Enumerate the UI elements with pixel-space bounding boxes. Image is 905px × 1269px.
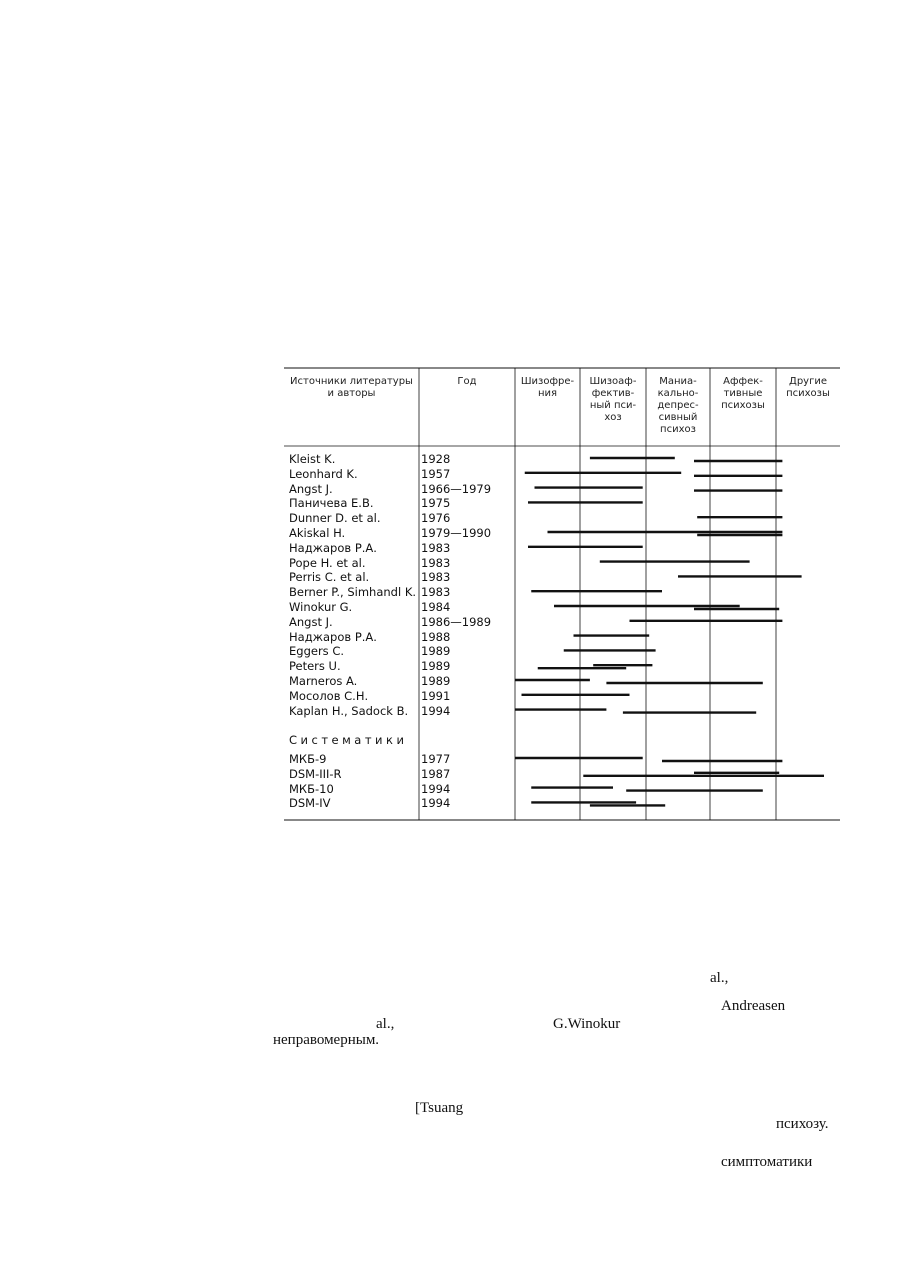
text-fragment-psikhozu: психозу. [776,1116,829,1132]
source-row-year-16: 1991 [421,688,451,703]
systematics-row-year-1: 1987 [421,766,451,781]
text-fragment-al-1: al., [710,970,729,986]
source-row-author-11: Angst J. [289,614,333,629]
systematics-row-author-3: DSM-IV [289,796,331,811]
source-row-year-3: 1975 [421,496,451,511]
source-row-year-10: 1984 [421,600,451,614]
source-row-year-6: 1983 [421,540,451,555]
source-row-author-4: Dunner D. et al. [289,511,381,526]
source-row-author-0: Kleist K. [289,452,336,466]
text-fragment-winokur: G.Winokur [553,1016,621,1032]
source-row-year-9: 1983 [421,585,451,600]
source-row-author-2: Angst J. [289,481,333,496]
source-row-author-1: Leonhard K. [289,466,358,481]
text-fragment-al-2: al., [376,1016,395,1032]
source-row-author-8: Perris C. et al. [289,570,370,585]
header-source: Источники литературы и авторы [290,376,413,399]
source-row-year-2: 1966—1979 [421,481,492,496]
source-row-year-4: 1976 [421,511,451,526]
source-row-year-5: 1979—1990 [421,526,492,540]
header-other: Другие психозы [786,376,830,399]
systematics-row-author-1: DSM-III-R [289,766,342,781]
systematics-row-year-2: 1994 [421,781,451,796]
source-row-year-15: 1989 [421,674,451,688]
source-row-year-11: 1986—1989 [421,614,492,629]
text-fragment-nepravomernym: неправомерным. [273,1032,380,1048]
source-row-author-13: Eggers C. [289,644,345,659]
header-affective: Аффек- тивные психозы [721,376,765,411]
text-fragment-simptomatiki: симптоматики [721,1154,813,1170]
systematics-row-year-0: 1977 [421,752,451,766]
systematics-row-author-2: МКБ-10 [289,781,334,796]
source-row-author-6: Наджаров Р.А. [289,540,377,555]
source-row-author-3: Паничева Е.В. [289,496,374,511]
span-bars [515,458,824,805]
source-row-author-15: Marneros A. [289,674,358,688]
source-row-year-12: 1988 [421,629,451,644]
text-fragment-tsuang: [Tsuang [415,1100,464,1116]
source-row-year-7: 1983 [421,555,451,570]
header-manic-depressive: Маниа- кально- депрес- сивный психоз [657,376,699,435]
source-row-author-7: Pope H. et al. [289,555,366,570]
source-row-year-14: 1989 [421,659,451,674]
source-row-author-9: Berner P., Simhandl K. [289,585,417,600]
source-row-year-17: 1994 [421,703,451,718]
source-row-author-17: Kaplan H., Sadock B. [289,703,409,718]
source-row-year-8: 1983 [421,570,451,585]
header-schizophrenia: Шизофре- ния [520,376,575,399]
header-schizoaffective: Шизоаф- фектив- ный пси- хоз [589,376,637,423]
source-row-author-5: Akiskal H. [289,526,346,540]
source-row-author-14: Peters U. [289,659,341,674]
section-title-systematics: Систематики [289,733,408,747]
text-fragment-andreasen: Andreasen [721,998,786,1014]
systematics-row-author-0: МКБ-9 [289,752,327,766]
header-year: Год [457,376,477,387]
source-row-year-0: 1928 [421,452,451,466]
source-row-author-16: Мосолов С.Н. [289,688,369,703]
source-row-year-1: 1957 [421,466,451,481]
source-row-author-10: Winokur G. [289,600,353,614]
systematics-row-year-3: 1994 [421,796,451,811]
source-row-author-12: Наджаров Р.А. [289,629,377,644]
source-row-year-13: 1989 [421,644,451,659]
